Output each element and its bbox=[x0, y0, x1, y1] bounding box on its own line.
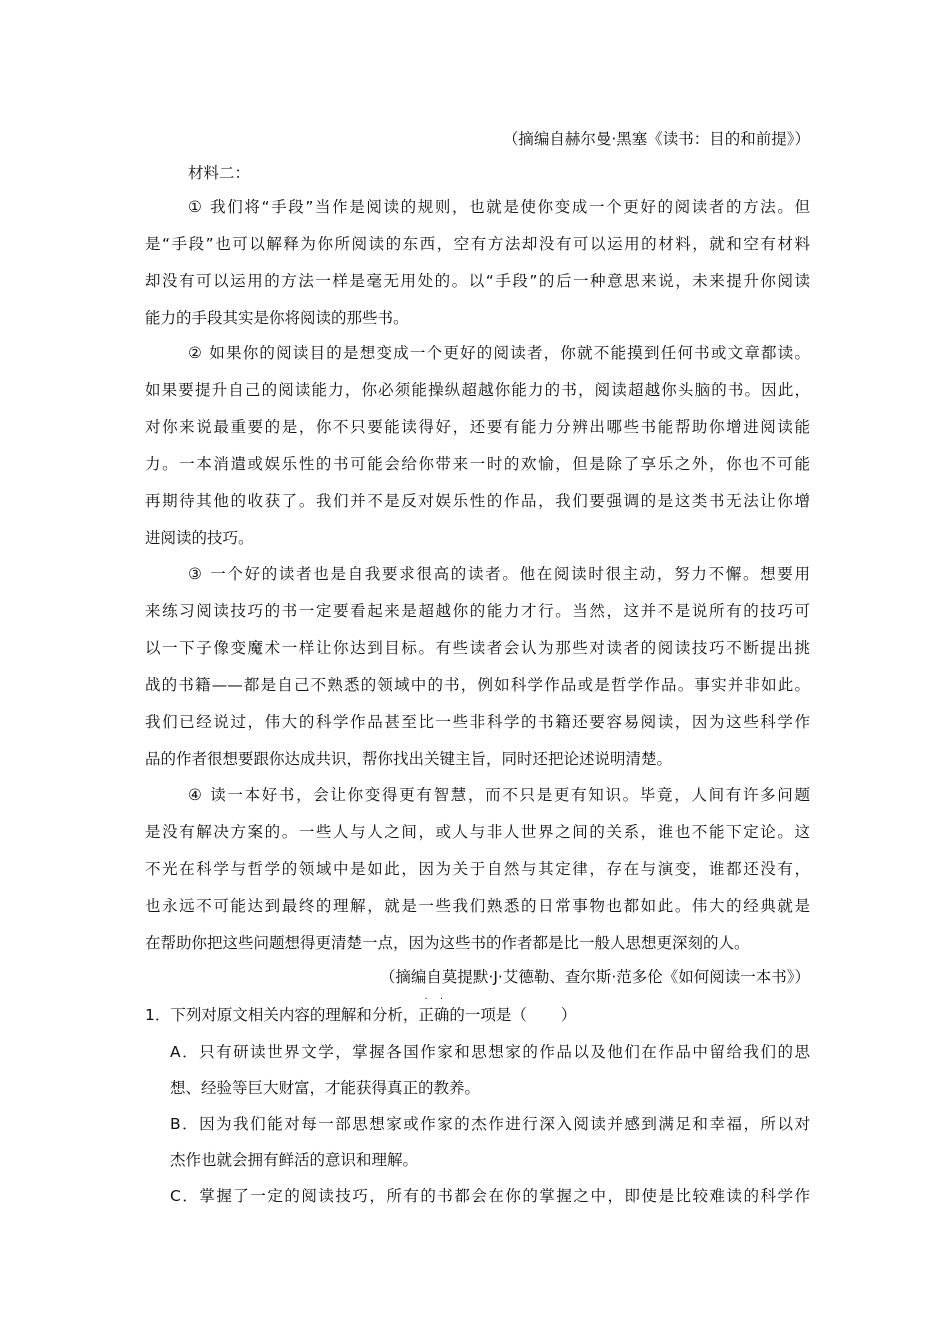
paragraph-1-line: 却没有可以运用的方法一样是毫无用处的。以“手段”的后一种意思来说，未来提升你阅读 bbox=[145, 272, 810, 290]
paragraph-2-line: 力。一本消遣或娱乐性的书可能会给你带来一时的欢愉，但是除了享乐之外，你也不可能 bbox=[145, 455, 810, 473]
material2-heading: 材料二： bbox=[188, 164, 251, 182]
paragraph-3-line: 战的书籍——都是自己不熟悉的领域中的书，例如科学作品或是哲学作品。事实并非如此。 bbox=[145, 676, 810, 694]
paragraph-3-line: 来练习阅读技巧的书一定要看起来是超越你的能力才行。当然，这并不是说所有的技巧可 bbox=[145, 602, 810, 620]
paragraph-2-line: 进阅读的技巧。 bbox=[145, 529, 254, 547]
paragraph-3-line: ③ 一个好的读者也是自我要求很高的读者。他在阅读时很主动，努力不懈。想要用 bbox=[188, 565, 810, 583]
paragraph-2-line: 如果要提升自己的阅读能力，你必须能操纵超越你能力的书，阅读超越你头脑的书。因此， bbox=[145, 381, 810, 399]
paragraph-1-line: ① 我们将“手段”当作是阅读的规则，也就是使你变成一个更好的阅读者的方法。但 bbox=[188, 198, 810, 216]
emphasis-char: · 确 bbox=[433, 994, 450, 1024]
emphasis-dot: · bbox=[424, 994, 428, 1005]
paragraph-4-line: 在帮助你把这些问题想得更清楚一点，因为这些书的作者都是比一般人思想更深刻的人。 bbox=[145, 934, 750, 952]
paragraph-1-line: 能力的手段其实是你将阅读的那些书。 bbox=[145, 309, 409, 327]
paragraph-2-line: ② 如果你的阅读目的是想变成一个更好的阅读者，你就不能摸到任何书或文章都读。 bbox=[188, 344, 810, 362]
emphasis-char: · 正 bbox=[418, 994, 434, 1024]
option-b-line: B．因为我们能对每一部思想家或作家的杰作进行深入阅读并感到满足和幸福，所以对 bbox=[170, 1115, 810, 1133]
paragraph-1-line: 是“手段”也可以解释为你所阅读的东西，空有方法却没有可以运用的材料，就和空有材料 bbox=[145, 235, 810, 253]
question-prefix: 1．下列对原文相关内容的理解和分析， bbox=[145, 1006, 419, 1024]
paragraph-4-line: 不光在科学与哲学的领域中是如此，因为关于自然与其定律，存在与演变，谁都还没有， bbox=[145, 860, 810, 878]
option-a-line: 想、经验等巨大财富，才能获得真正的教养。 bbox=[170, 1079, 481, 1097]
paragraph-4-line: 是没有解决方案的。一些人与人之间，或人与非人世界之间的关系，谁也不能下定论。这 bbox=[145, 823, 810, 841]
paragraph-2-line: 对你来说最重要的是，你不只要能读得好，还要有能力分辨出哪些书能帮助你增进阅读能 bbox=[145, 418, 810, 436]
option-a-line: A．只有研读世界文学，掌握各国作家和思想家的作品以及他们在作品中留给我们的思 bbox=[170, 1043, 810, 1061]
paragraph-3-line: 我们已经说过，伟大的科学作品甚至比一些非科学的书籍还要容易阅读，因为这些科学作 bbox=[145, 713, 810, 731]
material1-source: （摘编自赫尔曼·黑塞《读书：目的和前提》） bbox=[502, 130, 810, 148]
paragraph-4-line: 也永远不可能达到最终的理解，就是一些我们熟悉的日常事物也都如此。伟大的经典就是 bbox=[145, 897, 810, 915]
option-b-line: 杰作也就会拥有鲜活的意识和理解。 bbox=[170, 1151, 419, 1169]
paragraph-2-line: 再期待其他的收获了。我们并不是反对娱乐性的作品，我们要强调的是这类书无法让你增 bbox=[145, 492, 810, 510]
question-close: ） bbox=[560, 1006, 577, 1024]
paragraph-3-line: 以一下子像变魔术一样让你达到目标。有些读者会认为那些对读者的阅读技巧不断提出挑 bbox=[145, 639, 810, 657]
paragraph-4-line: ④ 读一本好书，会让你变得更有智慧，而不只是更有知识。毕竟，人间有许多问题 bbox=[188, 786, 810, 804]
paragraph-3-line: 品的作者很想要跟你达成共识，帮你找出关键主旨，同时还把论述说明清楚。 bbox=[145, 750, 673, 768]
question-suffix: 的一项是（ bbox=[449, 1006, 527, 1024]
material2-source: （摘编自莫提默·J·艾德勒、查尔斯·范多伦《如何阅读一本书》） bbox=[379, 968, 810, 986]
emphasis-dot: · bbox=[440, 994, 444, 1005]
question-1-stem bbox=[145, 994, 810, 1026]
option-c-line: C．掌握了一定的阅读技巧，所有的书都会在你的掌握之中，即使是比较难读的科学作 bbox=[170, 1187, 810, 1205]
